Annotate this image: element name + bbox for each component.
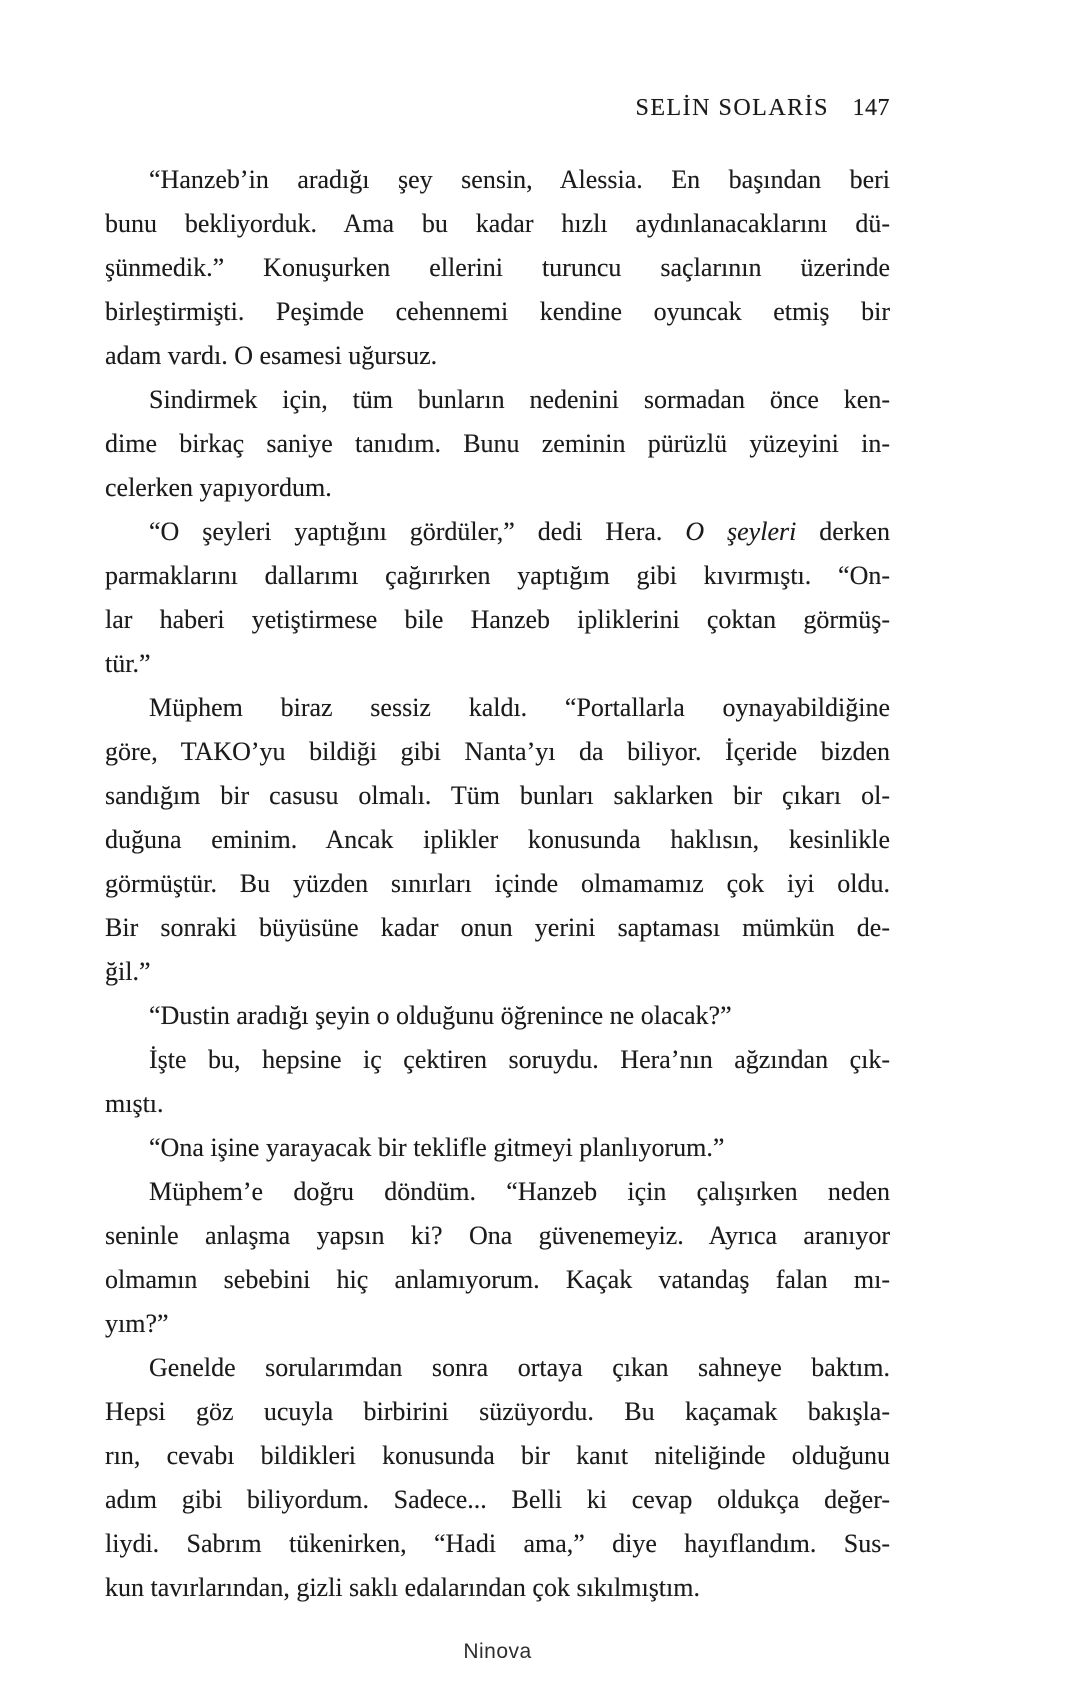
line-text: olmamın sebebini hiç anlamıyorum. Kaçak vatandaş falan mı- [105, 1265, 890, 1294]
text-line [105, 1038, 890, 1082]
text-line [105, 246, 890, 290]
text-line [105, 202, 890, 246]
line-text: İşte bu, hepsine iç çektiren soruydu. Hera’nın ağzından çık- [149, 1045, 890, 1074]
text-line [105, 818, 890, 862]
text-line [105, 906, 890, 950]
text-line [105, 1390, 890, 1434]
line-text: liydi. Sabrım tükenirken, “Hadi ama,” diye hayıflandım. Sus- [105, 1529, 890, 1558]
text-line [105, 994, 890, 1038]
line-text: seninle anlaşma yapsın ki? Ona güvenemeyiz. Ayrıca aranıyor [105, 1221, 890, 1250]
line-text: kun tavırlarından, gizli saklı edalarından çok sıkılmıştım. [105, 1573, 700, 1602]
page-header [105, 95, 890, 122]
line-text: bunu bekliyorduk. Ama bu kadar hızlı aydınlanacaklarını dü- [105, 209, 890, 238]
text-line [105, 554, 890, 598]
line-text: göre, TAKO’yu bildiği gibi Nanta’yı da biliyor. İçeride bizden [105, 737, 890, 766]
text-line [105, 730, 890, 774]
text-line [105, 1346, 890, 1390]
line-text: sandığım bir casusu olmalı. Tüm bunları saklarken bir çıkarı ol- [105, 781, 890, 810]
line-text: Sindirmek için, tüm bunların nedenini sormadan önce ken- [149, 385, 890, 414]
line-text: yım?” [105, 1309, 169, 1338]
line-text: birleştirmişti. Peşimde cehennemi kendine oyuncak etmiş bir [105, 297, 890, 326]
line-text: tür.” [105, 649, 151, 678]
page-footer [105, 1640, 890, 1664]
text-line [105, 1478, 890, 1522]
line-text: Müphem’e doğru döndüm. “Hanzeb için çalışırken neden [149, 1177, 890, 1206]
text-line [105, 510, 890, 554]
text-line [105, 1566, 890, 1610]
text-line [105, 1258, 890, 1302]
text-line [105, 862, 890, 906]
running-title: SELİN SOLARİS [635, 95, 829, 121]
text-line [105, 642, 890, 686]
line-text: “Hanzeb’in aradığı şey sensin, Alessia. En başından beri [149, 165, 890, 194]
line-text: derken [796, 517, 890, 546]
line-text: celerken yapıyordum. [105, 473, 332, 502]
text-line [105, 1302, 890, 1346]
line-text: dime birkaç saniye tanıdım. Bunu zeminin pürüzlü yüzeyini in- [105, 429, 890, 458]
line-text: “Ona işine yarayacak bir teklifle gitmeyi planlıyorum.” [149, 1133, 725, 1162]
line-text: lar haberi yetiştirmese bile Hanzeb ipliklerini çoktan görmüş- [105, 605, 890, 634]
text-line [105, 1434, 890, 1478]
text-line [105, 686, 890, 730]
line-text: görmüştür. Bu yüzden sınırları içinde olmamamız çok iyi oldu. [105, 869, 890, 898]
text-line [105, 1170, 890, 1214]
text-line [105, 774, 890, 818]
line-text: Genelde sorularımdan sonra ortaya çıkan sahneye baktım. [149, 1353, 890, 1382]
text-line [105, 1522, 890, 1566]
text-line [105, 378, 890, 422]
text-line [105, 158, 890, 202]
line-text: adam vardı. O esamesi uğursuz. [105, 341, 438, 370]
line-text: ğil.” [105, 957, 151, 986]
line-text: rın, cevabı bildikleri konusunda bir kanıt niteliğinde olduğunu [105, 1441, 890, 1470]
line-text: şünmedik.” Konuşurken ellerini turuncu saçlarının üzerinde [105, 253, 890, 282]
line-text: Bir sonraki büyüsüne kadar onun yerini saptaması mümkün de- [105, 913, 890, 942]
publisher-name: Ninova [463, 1640, 532, 1663]
text-line [105, 950, 890, 994]
text-line [105, 422, 890, 466]
text-block [105, 158, 890, 1610]
text-line [105, 290, 890, 334]
line-text: Hepsi göz ucuyla birbirini süzüyordu. Bu kaçamak bakışla- [105, 1397, 890, 1426]
text-line [105, 1082, 890, 1126]
line-text: “O şeyleri yaptığını gördüler,” dedi Hera. [149, 517, 686, 546]
line-text: “Dustin aradığı şeyin o olduğunu öğrenince ne olacak?” [149, 1001, 732, 1030]
line-text: mıştı. [105, 1089, 164, 1118]
text-line [105, 466, 890, 510]
text-line [105, 334, 890, 378]
line-text: parmaklarını dallarımı çağırırken yaptığım gibi kıvırmıştı. “On- [105, 561, 890, 590]
page-number: 147 [852, 95, 890, 121]
italic-phrase: O şeyleri [685, 517, 797, 546]
line-text: duğuna eminim. Ancak iplikler konusunda haklısın, kesinlikle [105, 825, 890, 854]
text-line [105, 1214, 890, 1258]
line-text: Müphem biraz sessiz kaldı. “Portallarla oynayabildiğine [149, 693, 890, 722]
text-line [105, 1126, 890, 1170]
text-line [105, 598, 890, 642]
line-text: adım gibi biliyordum. Sadece... Belli ki cevap oldukça değer- [105, 1485, 890, 1514]
